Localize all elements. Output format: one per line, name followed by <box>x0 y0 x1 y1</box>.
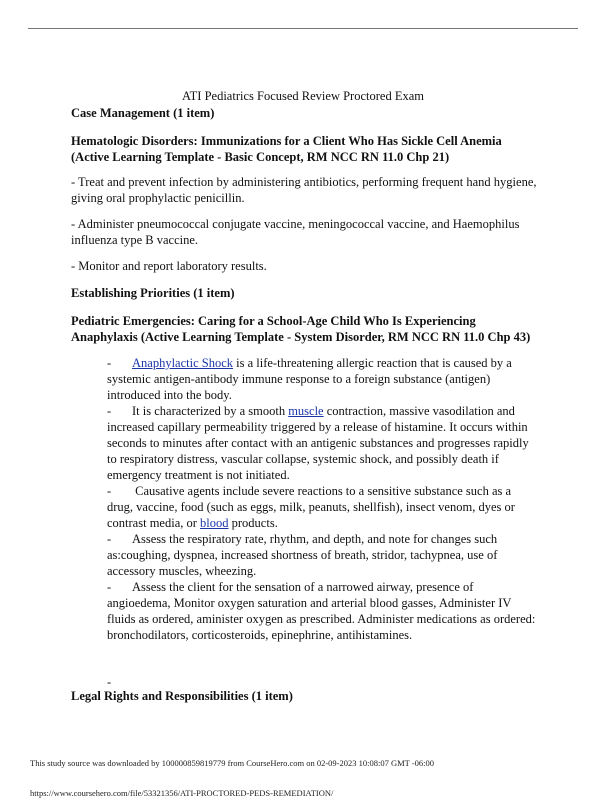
section-heading-legal-rights: Legal Rights and Responsibilities (1 item) <box>71 689 293 703</box>
link-muscle[interactable]: muscle <box>288 404 324 418</box>
topic-sickle-cell: Hematologic Disorders: Immunizations for a Client Who Has Sickle Cell Anemia (Active Learning Template - Basic Concept, RM NCC RN 11.0 Chp 21) <box>71 134 502 164</box>
bullet-dash: - <box>107 356 112 370</box>
link-blood[interactable]: blood <box>200 516 229 530</box>
bullet-assess-respiratory <box>107 531 537 579</box>
section-heading-priorities: Establishing Priorities (1 item) <box>71 286 235 300</box>
topic-anaphylaxis: Pediatric Emergencies: Caring for a School-Age Child Who Is Experiencing Anaphylaxis (Active Learning Template - System Disorder, RM NCC RN 11.0 Chp 43) <box>71 314 531 344</box>
trailing-dash: - <box>107 675 112 689</box>
bullet-text: contraction, massive vasodilation and increased capillary permeability triggered by a release of histamine. It occurs within seconds to minutes after contact with an antigenic substances and progresses rapidly to respiratory distress, vascular collapse, systemic shock, and possibly death if emergency treatment is not initiated. <box>107 404 529 482</box>
section-heading-case-management: Case Management (1 item) <box>71 106 215 120</box>
bullet-anaphylactic-shock <box>107 355 537 403</box>
bullet-assess-airway <box>107 579 537 643</box>
paragraph-treat-infection: - Treat and prevent infection by administering antibiotics, performing frequent hand hygiene, giving oral prophylactic penicillin. <box>71 175 537 205</box>
paragraph-monitor-labs: - Monitor and report laboratory results. <box>71 259 267 273</box>
header-rule <box>28 28 578 29</box>
bullet-text: It is characterized by a smooth <box>132 404 289 418</box>
bullet-dash: - <box>107 532 112 546</box>
bullet-characterized <box>107 403 537 483</box>
bullet-dash: - <box>107 404 112 418</box>
bullet-text: products. <box>228 516 278 530</box>
download-notice: This study source was downloaded by 100000859819779 from CourseHero.com on 02-09-2023 10:08:07 GMT -06:00 <box>30 758 435 768</box>
link-anaphylactic-shock[interactable]: Anaphylactic Shock <box>132 356 234 370</box>
bullet-text: Assess the client for the sensation of a narrowed airway, presence of angioedema, Monitor oxygen saturation and arterial blood gasses, Administer IV fluids as ordered, aminister oxygen as prescribed. Administer medications as ordered: bronchodilators, corticosteroids, epinephrine, antihistamines. <box>107 580 536 642</box>
bullet-text: Assess the respiratory rate, rhythm, and depth, and note for changes such as:coughing, dyspnea, increased shortness of breath, stridor, tachypnea, use of accessory muscles, wheezing. <box>107 532 498 578</box>
bullet-text: Causative agents include severe reactions to a sensitive substance such as a drug, vaccine, food (such as eggs, milk, peanuts, shellfish), insect venom, dyes or contrast media, or <box>107 484 515 530</box>
bullet-text: is a life-threatening allergic reaction that is caused by a systemic antigen-antibody immune response to a foreign substance (antigen) introduced into the body. <box>107 356 512 402</box>
bullet-dash: - <box>107 580 112 594</box>
source-url[interactable]: https://www.coursehero.com/file/53321356/ATI-PROCTORED-PEDS-REMEDIATION/ <box>30 788 334 798</box>
bullet-dash: - <box>107 484 112 498</box>
bullet-causative-agents <box>107 483 537 531</box>
document-title: ATI Pediatrics Focused Review Proctored Exam <box>182 89 424 103</box>
paragraph-vaccines: - Administer pneumococcal conjugate vaccine, meningococcal vaccine, and Haemophilus influenza type B vaccine. <box>71 217 520 247</box>
